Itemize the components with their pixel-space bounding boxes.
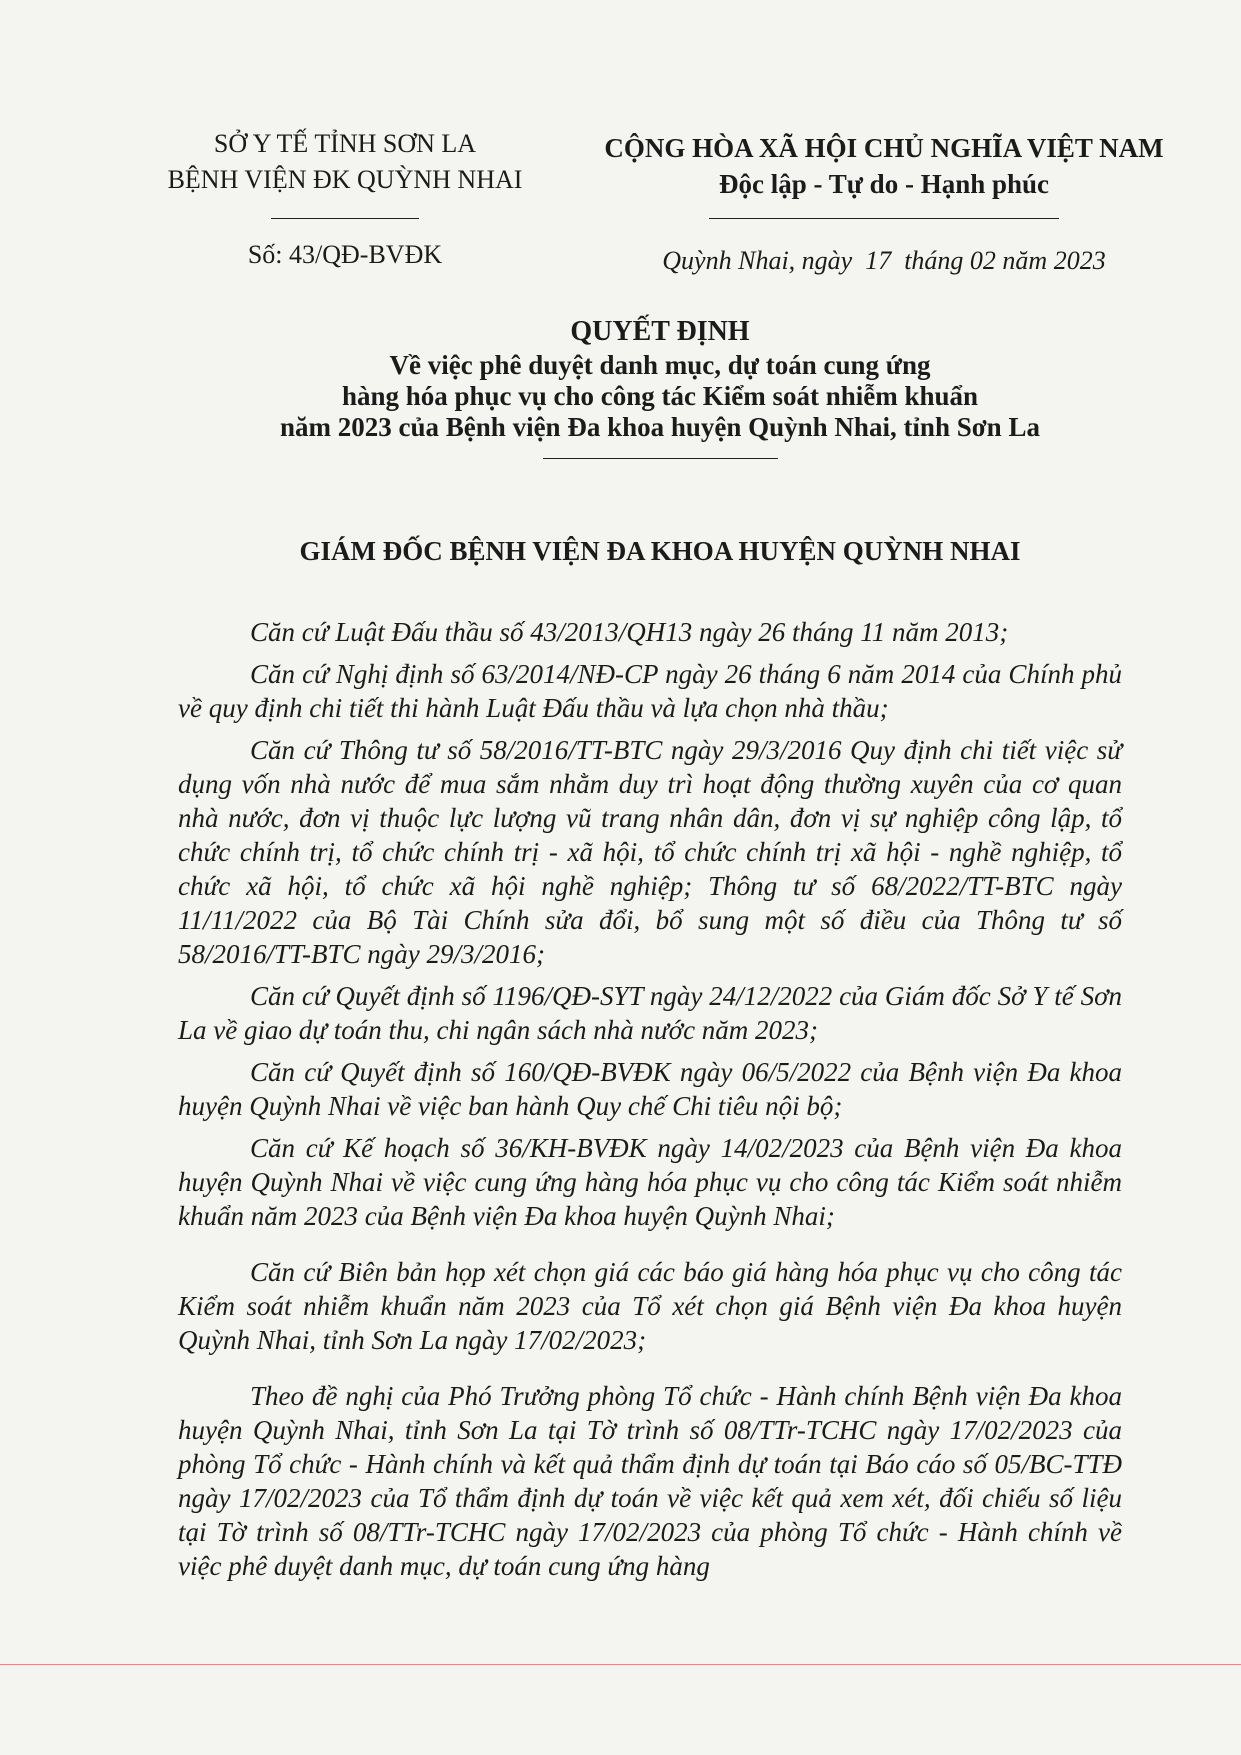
decision-subject-line-2: hàng hóa phục vụ cho công tác Kiểm soát nhiễm khuẩn bbox=[341, 381, 979, 411]
legal-basis-section bbox=[178, 615, 1122, 1591]
motto-underline bbox=[709, 218, 1059, 219]
issuing-agency-block bbox=[130, 126, 560, 273]
national-motto: Độc lập - Tự do - Hạnh phúc bbox=[718, 169, 1050, 199]
title-underline bbox=[543, 458, 778, 459]
proposal-paragraph: Theo đề nghị của Phó Trưởng phòng Tổ chức - Hành chính Bệnh viện Đa khoa huyện Quỳnh Nhai, tỉnh Sơn La tại Tờ trình số 08/TTr-TCHC ngày 17/02/2023 của phòng Tổ chức - Hành chính và kết quả thẩm định dự toán tại Báo cáo số 05/BC-TTĐ ngày 17/02/2023 của Tổ thẩm định dự toán về việc kết quả xem xét, đối chiếu số liệu tại Tờ trình số 08/TTr-TCHC ngày 17/02/2023 của phòng Tổ chức - Hành chính về việc phê duyệt danh mục, dự toán cung ứng hàng bbox=[178, 1381, 1122, 1581]
issuing-authority: GIÁM ĐỐC BỆNH VIỆN ĐA KHOA HUYỆN QUỲNH NHAI bbox=[299, 536, 1021, 566]
legal-basis-paragraph: Căn cứ Biên bản họp xét chọn giá các báo giá hàng hóa phục vụ cho công tác Kiểm soát nhiễm khuẩn năm 2023 của Tổ xét chọn giá Bệnh viện Đa khoa huyện Quỳnh Nhai, tỉnh Sơn La ngày 17/02/2023; bbox=[178, 1257, 1122, 1355]
legal-basis-paragraph: Căn cứ Quyết định số 1196/QĐ-SYT ngày 24/12/2022 của Giám đốc Sở Y tế Sơn La về giao dự toán thu, chi ngân sách nhà nước năm 2023; bbox=[178, 981, 1122, 1045]
hospital-name: BỆNH VIỆN ĐK QUỲNH NHAI bbox=[167, 165, 523, 194]
legal-basis-paragraph: Căn cứ Quyết định số 160/QĐ-BVĐK ngày 06/5/2022 của Bệnh viện Đa khoa huyện Quỳnh Nhai về việc ban hành Quy chế Chi tiêu nội bộ; bbox=[178, 1057, 1122, 1121]
legal-basis-paragraph: Căn cứ Thông tư số 58/2016/TT-BTC ngày 29/3/2016 Quy định chi tiết việc sử dụng vốn nhà nước để mua sắm nhằm duy trì hoạt động thường xuyên của cơ quan nhà nước, đơn vị thuộc lực lượng vũ trang nhân dân, đơn vị sự nghiệp công lập, tổ chức chính trị, tổ chức chính trị - xã hội, tổ chức chính trị xã hội - nghề nghiệp, tổ chức xã hội, tổ chức xã hội nghề nghiệp; Thông tư số 68/2022/TT-BTC ngày 11/11/2022 của Bộ Tài Chính sửa đổi, bổ sung một số điều của Thông tư số 58/2016/TT-BTC ngày 29/3/2016; bbox=[178, 735, 1122, 969]
decision-type: QUYẾT ĐỊNH bbox=[570, 316, 750, 347]
agency-underline bbox=[271, 218, 419, 219]
legal-basis-paragraph: Căn cứ Kế hoạch số 36/KH-BVĐK ngày 14/02/2023 của Bệnh viện Đa khoa huyện Quỳnh Nhai về việc cung ứng hàng hóa phục vụ cho công tác Kiểm soát nhiễm khuẩn năm 2023 của Bệnh viện Đa khoa huyện Quỳnh Nhai; bbox=[178, 1133, 1122, 1231]
parent-agency-name: SỞ Y TẾ TỈNH SƠN LA bbox=[213, 129, 477, 158]
page-bottom-rule bbox=[0, 1664, 1241, 1665]
legal-basis-paragraph: Căn cứ Luật Đấu thầu số 43/2013/QH13 ngày 26 tháng 11 năm 2013; bbox=[250, 617, 1009, 647]
country-name: CỘNG HÒA XÃ HỘI CHỦ NGHĨA VIỆT NAM bbox=[604, 133, 1164, 163]
decision-title-block bbox=[130, 316, 1190, 459]
decision-subject-line-1: Về việc phê duyệt danh mục, dự toán cung ứng bbox=[389, 350, 931, 380]
legal-basis-paragraph: Căn cứ Nghị định số 63/2014/NĐ-CP ngày 26 tháng 6 năm 2014 của Chính phủ về quy định chi tiết thi hành Luật Đấu thầu và lựa chọn nhà thầu; bbox=[178, 659, 1122, 723]
document-number: Số: 43/QĐ-BVĐK bbox=[247, 240, 443, 269]
decision-subject-line-3: năm 2023 của Bệnh viện Đa khoa huyện Quỳnh Nhai, tỉnh Sơn La bbox=[280, 412, 1040, 442]
place-date-line: Quỳnh Nhai, ngày 17 tháng 02 năm 2023 bbox=[662, 246, 1106, 275]
national-title-block bbox=[578, 130, 1190, 279]
